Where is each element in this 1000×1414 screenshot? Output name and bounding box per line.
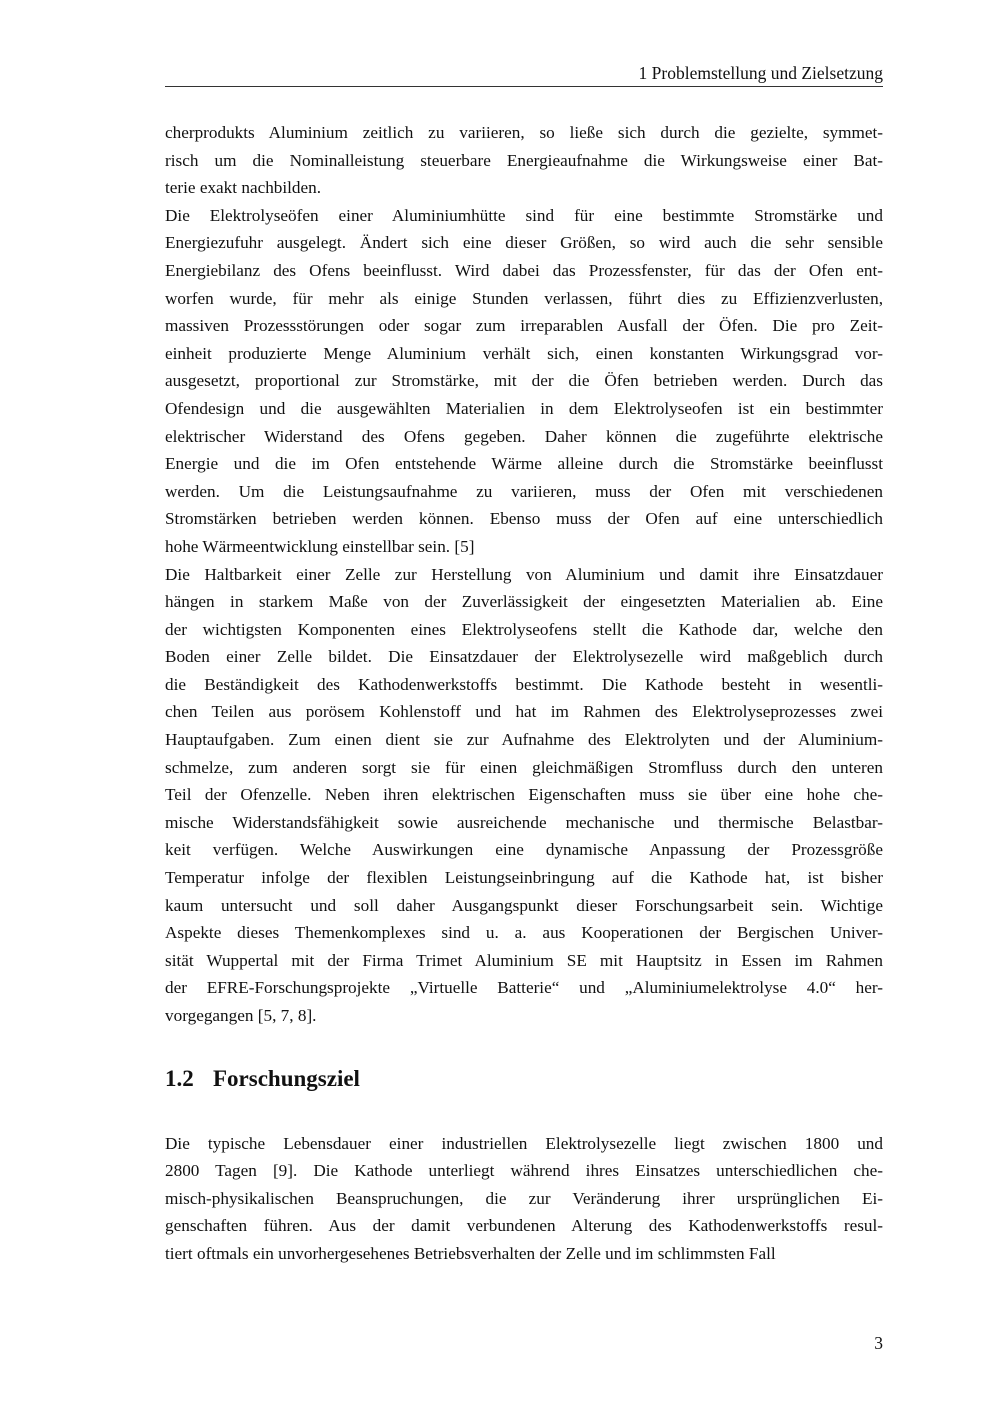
text-line: der EFRE-Forschungsprojekte „Virtuelle Batterie“ und „Aluminiumelektrolyse 4.0“ her- — [165, 978, 883, 998]
header-rule — [165, 86, 883, 87]
text-line: hohe Wärmeentwicklung einstellbar sein. [5] — [165, 536, 475, 556]
text-line: Ofendesign und die ausgewählten Materialien in dem Elektrolyseofen ist ein bestimmter — [165, 398, 883, 418]
text-line: Stromstärken betrieben werden können. Ebenso muss der Ofen auf eine unterschiedlich — [165, 509, 883, 529]
text-line: keit verfügen. Welche Auswirkungen eine dynamische Anpassung der Prozessgröße — [165, 840, 883, 860]
text-line: mische Widerstandsfähigkeit sowie ausreichende mechanische und thermische Belastbar- — [165, 812, 883, 832]
text-line: genschaften führen. Aus der damit verbundenen Alterung des Kathodenwerkstoffs resul- — [165, 1216, 883, 1236]
section-number: 1.2 — [165, 1065, 194, 1091]
text-line: Aspekte dieses Themenkomplexes sind u. a. aus Kooperationen der Bergischen Univer- — [165, 923, 883, 943]
running-header: 1 Problemstellung und Zielsetzung — [638, 63, 883, 83]
text-line: tiert oftmals ein unvorhergesehenes Betriebsverhalten der Zelle und im schlimmsten Fall — [165, 1243, 776, 1263]
text-line: massiven Prozessstörungen oder sogar zum irreparablen Ausfall der Öfen. Die pro Zeit- — [165, 316, 883, 336]
text-line: 2800 Tagen [9]. Die Kathode unterliegt während ihres Einsatzes unterschiedlichen che- — [165, 1161, 883, 1181]
text-line: Energiebilanz des Ofens beeinflusst. Wird dabei das Prozessfenster, für das der Ofen ent- — [165, 260, 883, 280]
text-line: der wichtigsten Komponenten eines Elektrolyseofens stellt die Kathode dar, welche den — [165, 619, 883, 639]
paragraph — [165, 1130, 883, 1268]
paragraph — [165, 202, 883, 561]
text-line: Die typische Lebensdauer einer industriellen Elektrolysezelle liegt zwischen 1800 und — [165, 1133, 883, 1153]
text-line: Teil der Ofenzelle. Neben ihren elektrischen Eigenschaften muss sie über eine hohe che- — [165, 785, 883, 805]
text-line: cherprodukts Aluminium zeitlich zu variieren, so ließe sich durch die gezielte, symmet- — [165, 123, 883, 142]
text-line: Hauptaufgaben. Zum einen dient sie zur Aufnahme des Elektrolyten und der Aluminium- — [165, 730, 883, 750]
text-line: vorgegangen [5, 7, 8]. — [165, 1006, 317, 1025]
paragraph — [165, 119, 883, 202]
paragraph — [165, 561, 883, 1030]
text-line: die Beständigkeit des Kathodenwerkstoffs bestimmt. Die Kathode besteht in wesentli- — [165, 674, 883, 694]
text-line: worfen wurde, für mehr als einige Stunden verlassen, führt dies zu Effizienzverlusten, — [165, 288, 883, 308]
text-line: terie exakt nachbilden. — [165, 178, 322, 198]
text-line: risch um die Nominalleistung steuerbare Energieaufnahme die Wirkungsweise einer Bat- — [165, 150, 883, 170]
text-line: werden. Um die Leistungsaufnahme zu variieren, muss der Ofen mit verschiedenen — [165, 481, 883, 501]
text-line: Die Haltbarkeit einer Zelle zur Herstellung von Aluminium und damit ihre Einsatzdauer — [165, 564, 883, 584]
page-content — [165, 119, 883, 1268]
text-line: Energiezufuhr ausgelegt. Ändert sich eine dieser Größen, so wird auch die sehr sensible — [165, 233, 883, 253]
section-title: Forschungsziel — [213, 1065, 360, 1091]
text-line: Boden einer Zelle bildet. Die Einsatzdauer der Elektrolysezelle wird maßgeblich durch — [165, 647, 883, 667]
page-number: 3 — [874, 1333, 883, 1353]
text-line: Temperatur infolge der flexiblen Leistungseinbringung auf die Kathode hat, ist bisher — [165, 868, 883, 888]
text-line: sität Wuppertal mit der Firma Trimet Aluminium SE mit Hauptsitz in Essen im Rahmen — [165, 950, 883, 970]
text-line: schmelze, zum anderen sorgt sie für einen gleichmäßigen Stromfluss durch den unteren — [165, 757, 883, 777]
text-line: hängen in starkem Maße von der Zuverlässigkeit der eingesetzten Materialien ab. Eine — [165, 592, 883, 612]
text-line: einheit produzierte Menge Aluminium verhält sich, einen konstanten Wirkungsgrad vor- — [165, 343, 883, 363]
text-line: chen Teilen aus porösem Kohlenstoff und hat im Rahmen des Elektrolyseprozesses zwei — [165, 702, 883, 722]
text-line: ausgesetzt, proportional zur Stromstärke, mit der die Öfen betrieben werden. Durch das — [165, 371, 883, 391]
text-line: kaum untersucht und soll daher Ausgangspunkt dieser Forschungsarbeit sein. Wichtige — [165, 895, 883, 915]
section-heading — [165, 1064, 883, 1094]
text-line: Die Elektrolyseöfen einer Aluminiumhütte sind für eine bestimmte Stromstärke und — [165, 205, 883, 225]
text-line: elektrischer Widerstand des Ofens gegeben. Daher können die zugeführte elektrische — [165, 426, 883, 446]
text-line: Energie und die im Ofen entstehende Wärme alleine durch die Stromstärke beeinflusst — [165, 454, 883, 474]
text-line: misch-physikalischen Beanspruchungen, die zur Veränderung ihrer ursprünglichen Ei- — [165, 1188, 883, 1208]
